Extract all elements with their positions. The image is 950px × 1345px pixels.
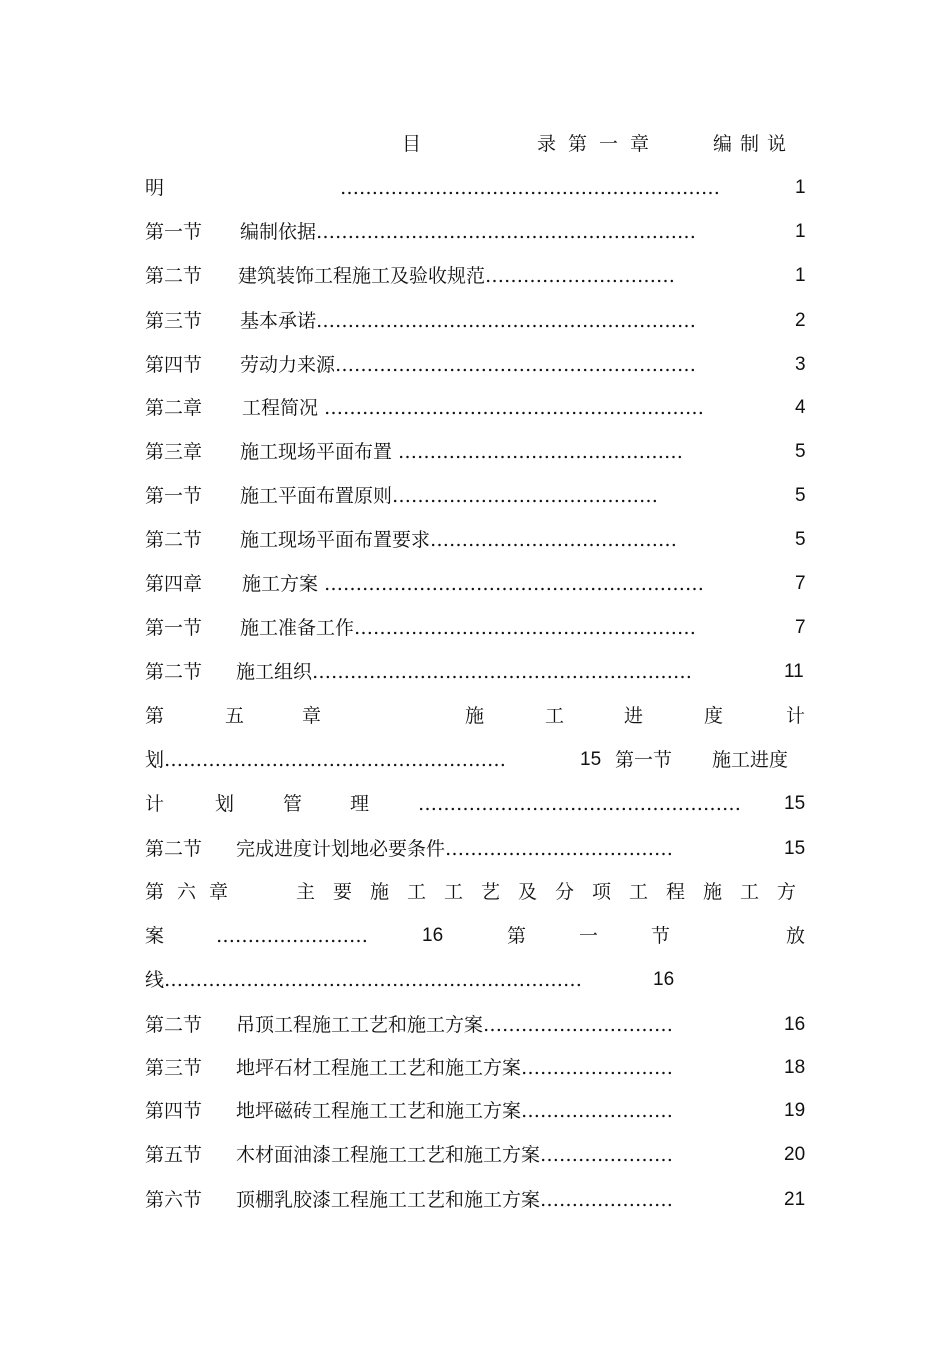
toc-ch6-line2-text: 案 xyxy=(145,925,165,947)
toc-char: 计 xyxy=(145,793,165,815)
toc-entry-page: 5 xyxy=(795,485,806,506)
toc-ch5-line3-dots: …………………………………………… xyxy=(418,793,741,815)
toc-line1-dots: …………………………………………………… xyxy=(340,177,720,199)
toc-entry-page: 7 xyxy=(795,617,806,638)
toc-entry-label: 第六节 xyxy=(145,1189,203,1211)
toc-entry-page: 1 xyxy=(795,221,806,242)
toc-char: 进 xyxy=(624,705,644,727)
toc-entry-page: 19 xyxy=(784,1100,806,1121)
toc-entry-page: 11 xyxy=(784,661,804,682)
toc-entry-title: 施工现场平面布置 ……………………………………… xyxy=(240,441,684,463)
toc-entry-label: 第四节 xyxy=(145,354,203,376)
toc-entry-title: 吊顶工程施工工艺和施工方案………………………… xyxy=(236,1014,674,1036)
toc-char: 一 xyxy=(579,925,599,947)
toc-entry-page: 3 xyxy=(795,354,806,375)
toc-entry-title: 基本承诺…………………………………………………… xyxy=(240,310,697,332)
toc-entry-page: 20 xyxy=(784,1144,806,1165)
toc-char: 划 xyxy=(215,793,235,815)
toc-char: 第 xyxy=(145,705,165,727)
toc-entry-label: 第一节 xyxy=(145,485,203,507)
toc-entry-title: 地坪石材工程施工工艺和施工方案…………………… xyxy=(236,1057,674,1079)
toc-ch6-line3-page: 16 xyxy=(653,969,675,990)
toc-ch5-line2-title: 施工进度 xyxy=(712,749,789,771)
toc-char: 放 xyxy=(786,925,806,947)
toc-entry-label: 第二节 xyxy=(145,661,203,683)
toc-entry-label: 第二节 xyxy=(145,265,203,287)
toc-entry-title: 施工方案 …………………………………………………… xyxy=(242,573,705,595)
toc-entry-page: 21 xyxy=(784,1189,806,1210)
toc-entry-label: 第三节 xyxy=(145,1057,203,1079)
toc-entry-title: 施工组织…………………………………………………… xyxy=(236,661,693,683)
toc-entry-page: 2 xyxy=(795,310,806,331)
toc-title-chapter1: 录第一章 xyxy=(537,133,662,155)
toc-entry-title: 建筑装饰工程施工及验收规范………………………… xyxy=(238,265,676,287)
toc-title-char-1: 目 xyxy=(402,133,422,155)
toc-char: 工 xyxy=(545,705,565,727)
toc-char: 计 xyxy=(786,705,806,727)
toc-char: 五 xyxy=(225,705,245,727)
toc-entry-page: 15 xyxy=(784,838,806,859)
toc-ch5-line2-section: 第一节 xyxy=(615,749,673,771)
toc-entry-page: 5 xyxy=(795,441,806,462)
toc-title-chapter1-name: 编制说 xyxy=(713,133,795,155)
toc-entry-label: 第一节 xyxy=(145,221,203,243)
toc-entry-label: 第四节 xyxy=(145,1100,203,1122)
toc-entry-page: 4 xyxy=(795,397,806,418)
toc-ch6-line2-dots: …………………… xyxy=(216,925,368,947)
toc-char: 管 xyxy=(283,793,303,815)
toc-char: 章 xyxy=(302,705,322,727)
toc-char: 度 xyxy=(704,705,724,727)
toc-entry-label: 第二章 xyxy=(145,397,203,419)
toc-entry-page: 1 xyxy=(795,265,806,286)
toc-entry-label: 第一节 xyxy=(145,617,203,639)
toc-entry-label: 第四章 xyxy=(145,573,203,595)
toc-char: 第 xyxy=(507,925,527,947)
toc-entry-title: 完成进度计划地必要条件……………………………… xyxy=(236,838,674,860)
toc-entry-title: 施工现场平面布置要求………………………………… xyxy=(240,529,678,551)
toc-entry-page: 16 xyxy=(784,1014,806,1035)
toc-entry-label: 第二节 xyxy=(145,1014,203,1036)
toc-ch6-line2-page: 16 xyxy=(422,925,444,946)
toc-entry-title: 地坪磁砖工程施工工艺和施工方案…………………… xyxy=(236,1100,674,1122)
toc-entry-title: 施工平面布置原则…………………………………… xyxy=(240,485,659,507)
toc-entry-label: 第二节 xyxy=(145,838,203,860)
toc-char: 理 xyxy=(350,793,370,815)
toc-char: 施 xyxy=(465,705,485,727)
toc-entry-page: 18 xyxy=(784,1057,806,1078)
toc-ch6-line3-text: 线………………………………………………………… xyxy=(145,969,583,991)
toc-line1-text: 明 xyxy=(145,177,165,199)
toc-entry-title: 木材面油漆工程施工工艺和施工方案………………… xyxy=(236,1144,674,1166)
toc-entry-label: 第三节 xyxy=(145,310,203,332)
toc-ch6-label: 第六章 xyxy=(145,881,242,903)
toc-entry-page: 5 xyxy=(795,529,806,550)
toc-entry-title: 顶棚乳胶漆工程施工工艺和施工方案………………… xyxy=(236,1189,674,1211)
toc-line1-page: 1 xyxy=(795,177,806,198)
toc-ch5-line3-page: 15 xyxy=(784,793,806,814)
toc-entry-label: 第三章 xyxy=(145,441,203,463)
toc-entry-title: 编制依据…………………………………………………… xyxy=(240,221,697,243)
toc-ch5-line2-page: 15 xyxy=(580,749,602,770)
toc-entry-title: 工程简况 …………………………………………………… xyxy=(242,397,705,419)
toc-entry-page: 7 xyxy=(795,573,806,594)
toc-entry-label: 第二节 xyxy=(145,529,203,551)
toc-entry-title: 施工准备工作……………………………………………… xyxy=(240,617,697,639)
toc-ch5-line2-text: 划……………………………………………… xyxy=(145,749,507,771)
toc-char: 节 xyxy=(651,925,671,947)
toc-entry-label: 第五节 xyxy=(145,1144,203,1166)
toc-entry-title: 劳动力来源………………………………………………… xyxy=(240,354,697,376)
toc-ch6-title: 主要施工工艺及分项工程施工方 xyxy=(296,881,815,903)
